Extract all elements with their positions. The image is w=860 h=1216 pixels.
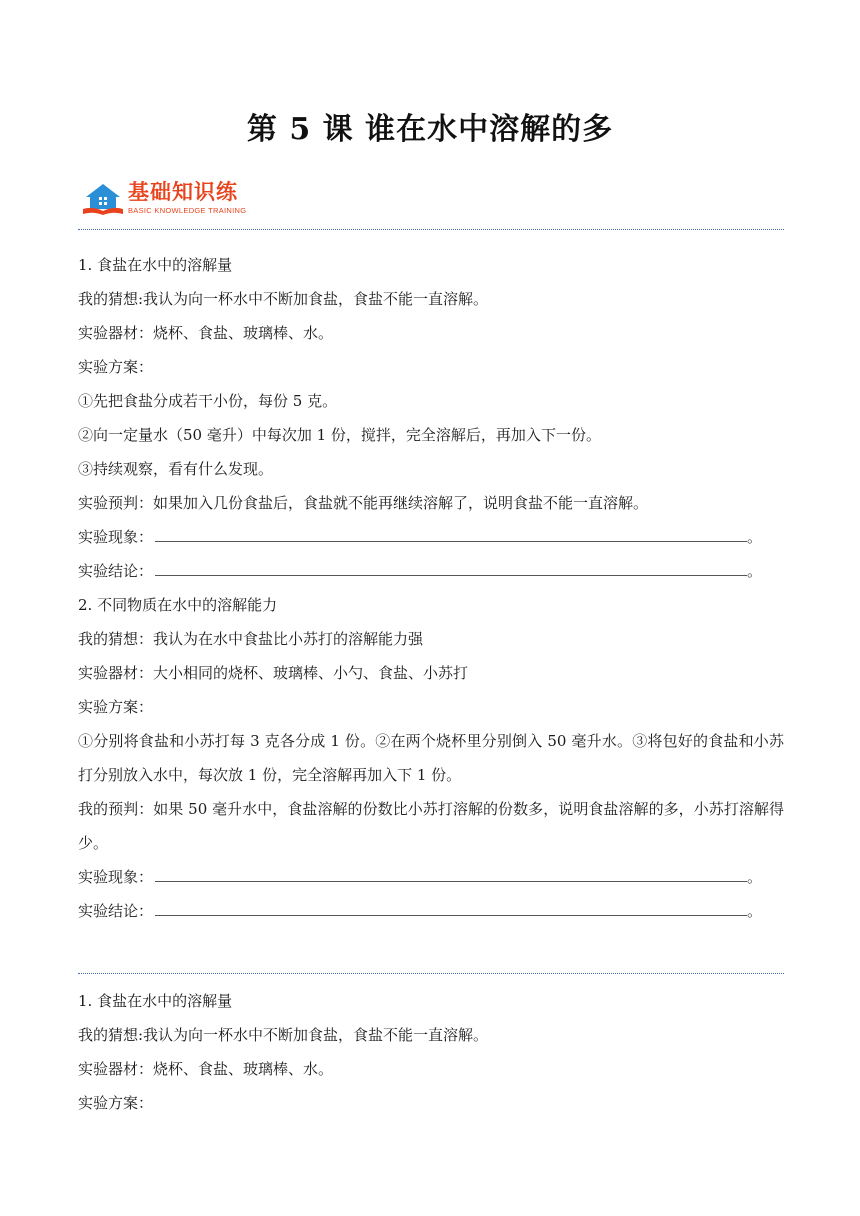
plan-steps: ①分别将食盐和小苏打每 3 克各分成 1 份。②在两个烧杯里分别倒入 50 毫升水。③将包好的食盐和小苏打分别放入水中，每次放 1 份，完全溶解再加入下 1 份。 bbox=[78, 732, 784, 784]
section-1 bbox=[78, 248, 784, 928]
section-logo bbox=[82, 180, 282, 220]
plan-label: 实验方案： bbox=[78, 1094, 154, 1112]
materials-text: 实验器材：烧杯、食盐、玻璃棒、水。 bbox=[78, 324, 334, 342]
prediction-text: 我的预判：如果 50 毫升水中，食盐溶解的份数比小苏打溶解的份数多，说明食盐溶解的多，小苏打溶解得少。 bbox=[78, 800, 784, 852]
plan-step: ③持续观察，看有什么发现。 bbox=[78, 460, 274, 478]
answer-blank[interactable] bbox=[155, 861, 747, 882]
section-divider bbox=[78, 973, 784, 974]
end-mark: 。 bbox=[747, 902, 763, 920]
house-book-icon bbox=[82, 182, 124, 216]
answer-blank[interactable] bbox=[155, 895, 747, 916]
question-heading: 2. 不同物质在水中的溶解能力 bbox=[78, 596, 278, 614]
plan-label: 实验方案： bbox=[78, 698, 154, 716]
plan-step: ②向一定量水（50 毫升）中每次加 1 份，搅拌，完全溶解后，再加入下一份。 bbox=[78, 426, 601, 444]
plan-label: 实验方案： bbox=[78, 358, 154, 376]
materials-text: 实验器材：大小相同的烧杯、玻璃棒、小勺、食盐、小苏打 bbox=[78, 664, 469, 682]
page-title: 第 5 课 谁在水中溶解的多 bbox=[246, 112, 614, 147]
guess-text: 我的猜想:我认为向一杯水中不断加食盐，食盐不能一直溶解。 bbox=[78, 1026, 489, 1044]
logo-subtitle: BASIC KNOWLEDGE TRAINING bbox=[128, 206, 247, 215]
phenomenon-label: 实验现象： bbox=[78, 528, 154, 546]
phenomenon-row bbox=[78, 520, 784, 554]
section-2 bbox=[78, 984, 784, 1120]
question-heading: 1. 食盐在水中的溶解量 bbox=[78, 992, 233, 1010]
end-mark: 。 bbox=[747, 562, 763, 580]
phenomenon-row bbox=[78, 860, 784, 894]
plan-step: ①先把食盐分成若干小份，每份 5 克。 bbox=[78, 392, 338, 410]
guess-text: 我的猜想：我认为在水中食盐比小苏打的溶解能力强 bbox=[78, 630, 424, 648]
materials-text: 实验器材：烧杯、食盐、玻璃棒、水。 bbox=[78, 1060, 334, 1078]
phenomenon-label: 实验现象： bbox=[78, 868, 154, 886]
logo-title: 基础知识练 bbox=[128, 180, 238, 204]
conclusion-row bbox=[78, 894, 784, 928]
end-mark: 。 bbox=[747, 528, 763, 546]
answer-blank[interactable] bbox=[155, 555, 747, 576]
conclusion-label: 实验结论： bbox=[78, 902, 154, 920]
question-heading: 1. 食盐在水中的溶解量 bbox=[78, 256, 233, 274]
guess-text: 我的猜想:我认为向一杯水中不断加食盐，食盐不能一直溶解。 bbox=[78, 290, 489, 308]
conclusion-label: 实验结论： bbox=[78, 562, 154, 580]
answer-blank[interactable] bbox=[155, 521, 747, 542]
prediction-text: 实验预判：如果加入几份食盐后，食盐就不能再继续溶解了，说明食盐不能一直溶解。 bbox=[78, 494, 649, 512]
conclusion-row bbox=[78, 554, 784, 588]
section-divider bbox=[78, 229, 784, 230]
end-mark: 。 bbox=[747, 868, 763, 886]
